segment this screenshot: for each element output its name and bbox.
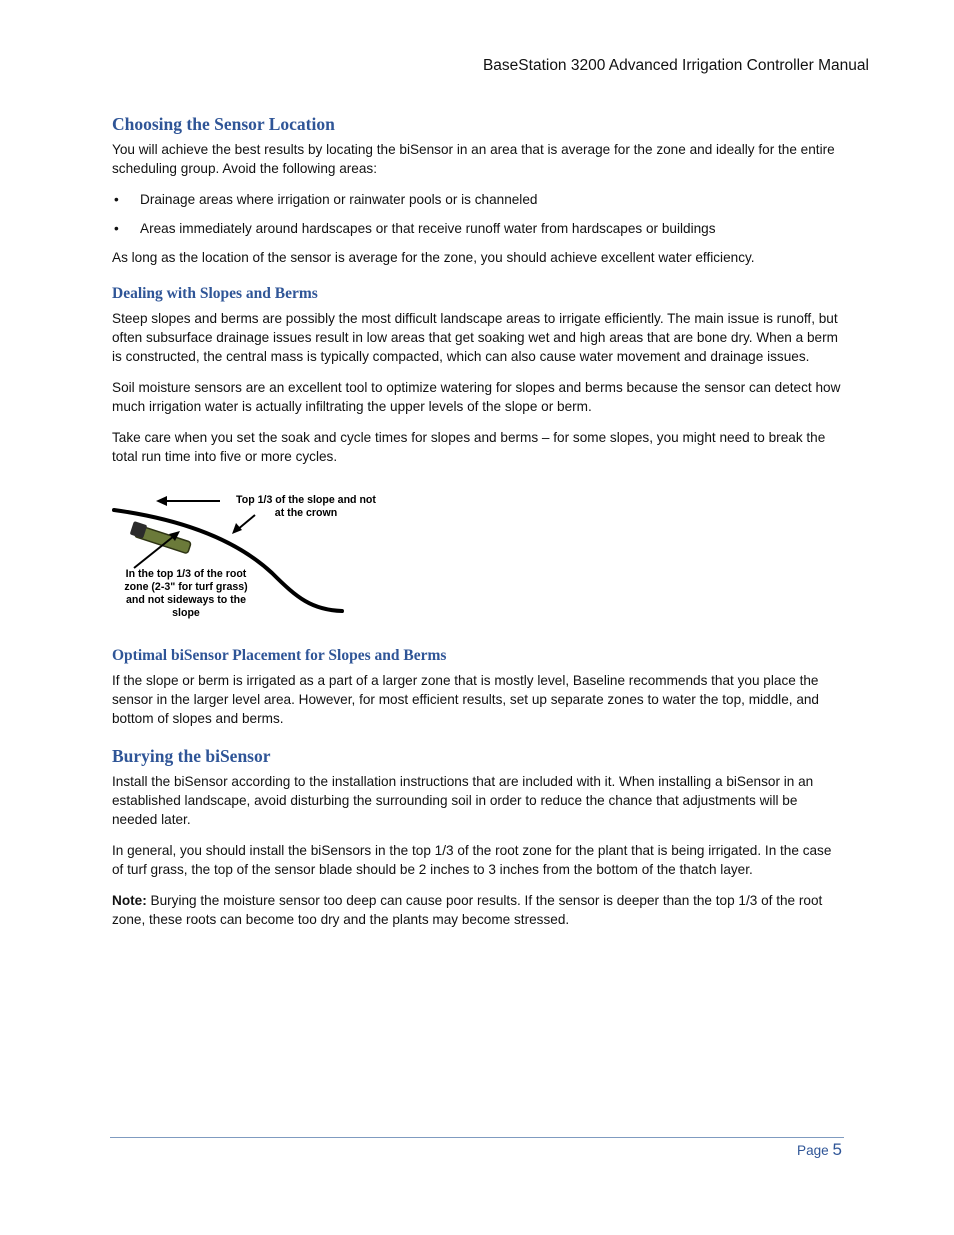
figure-bottom-label: In the top 1/3 of the root zone (2-3" for turf grass) and not sideways to the slope bbox=[124, 568, 248, 619]
page-content bbox=[112, 113, 842, 929]
choosing-intro: You will achieve the best results by locating the biSensor in an area that is average for the zone and ideally for the entire scheduling group. Avoid the following areas: bbox=[112, 142, 835, 176]
heading-slopes-berms: Dealing with Slopes and Berms bbox=[112, 285, 318, 302]
page-number bbox=[797, 1140, 842, 1160]
bullet-icon: • bbox=[114, 192, 119, 207]
burying-paragraph-2: In general, you should install the biSensors in the top 1/3 of the root zone for the plant that is being irrigated. In the case of turf grass, the top of the sensor blade should be 2 inches to 3 inches from the bottom of the thatch layer. bbox=[112, 843, 832, 877]
running-header: BaseStation 3200 Advanced Irrigation Controller Manual bbox=[482, 57, 869, 74]
footer-rule bbox=[110, 1137, 844, 1138]
burying-note bbox=[112, 891, 842, 929]
slopes-paragraph-3: Take care when you set the soak and cycle times for slopes and berms – for some slopes, you might need to break the total run time into five or more cycles. bbox=[112, 430, 826, 464]
figure-top-label: Top 1/3 of the slope and not at the crown bbox=[236, 494, 376, 519]
heading-burying-bisensor: Burying the biSensor bbox=[112, 746, 271, 766]
note-label: Note: bbox=[112, 893, 147, 908]
optimal-paragraph: If the slope or berm is irrigated as a part of a larger zone that is mostly level, Baseline recommends that you place the sensor in the larger level area. However, for most efficient results, set up separate zones to water the top, middle, and bottom of slopes and berms. bbox=[112, 673, 819, 726]
crown-arrow-head bbox=[232, 523, 242, 534]
list-item: • Drainage areas where irrigation or rainwater pools or is channeled bbox=[114, 192, 538, 207]
top-arrow-head bbox=[156, 496, 167, 506]
list-item: • Areas immediately around hardscapes or that receive runoff water from hardscapes or buildings bbox=[114, 221, 716, 236]
page-number-value: 5 bbox=[832, 1140, 842, 1159]
heading-optimal-placement: Optimal biSensor Placement for Slopes and Berms bbox=[112, 647, 447, 664]
note-text: Burying the moisture sensor too deep can cause poor results. If the sensor is deeper than the top 1/3 of the root zone, these roots can become too dry and the plants may become stressed. bbox=[112, 893, 823, 927]
choosing-closing: As long as the location of the sensor is average for the zone, you should achieve excellent water efficiency. bbox=[112, 250, 755, 265]
slope-placement-figure bbox=[112, 488, 382, 626]
heading-choosing-sensor-location: Choosing the Sensor Location bbox=[112, 114, 335, 134]
bullet-icon: • bbox=[114, 221, 119, 236]
page-word: Page bbox=[797, 1143, 829, 1158]
slopes-paragraph-2: Soil moisture sensors are an excellent tool to optimize watering for slopes and berms because the sensor can detect how much irrigation water is actually infiltrating the upper levels of the slope or berm. bbox=[112, 380, 841, 414]
burying-paragraph-1: Install the biSensor according to the installation instructions that are included with it. When installing a biSensor in an established landscape, avoid disturbing the surrounding soil in order to reduce the chance that adjustments will be needed later. bbox=[112, 774, 814, 827]
avoid-areas-list bbox=[112, 190, 842, 238]
slopes-paragraph-1: Steep slopes and berms are possibly the most difficult landscape areas to irrigate efficiently. The main issue is runoff, but often subsurface drainage issues result in low areas that get soaking wet and high areas that are bone dry. When a berm is constructed, the central mass is typically compacted, which can also cause water movement and drainage issues. bbox=[112, 311, 838, 364]
